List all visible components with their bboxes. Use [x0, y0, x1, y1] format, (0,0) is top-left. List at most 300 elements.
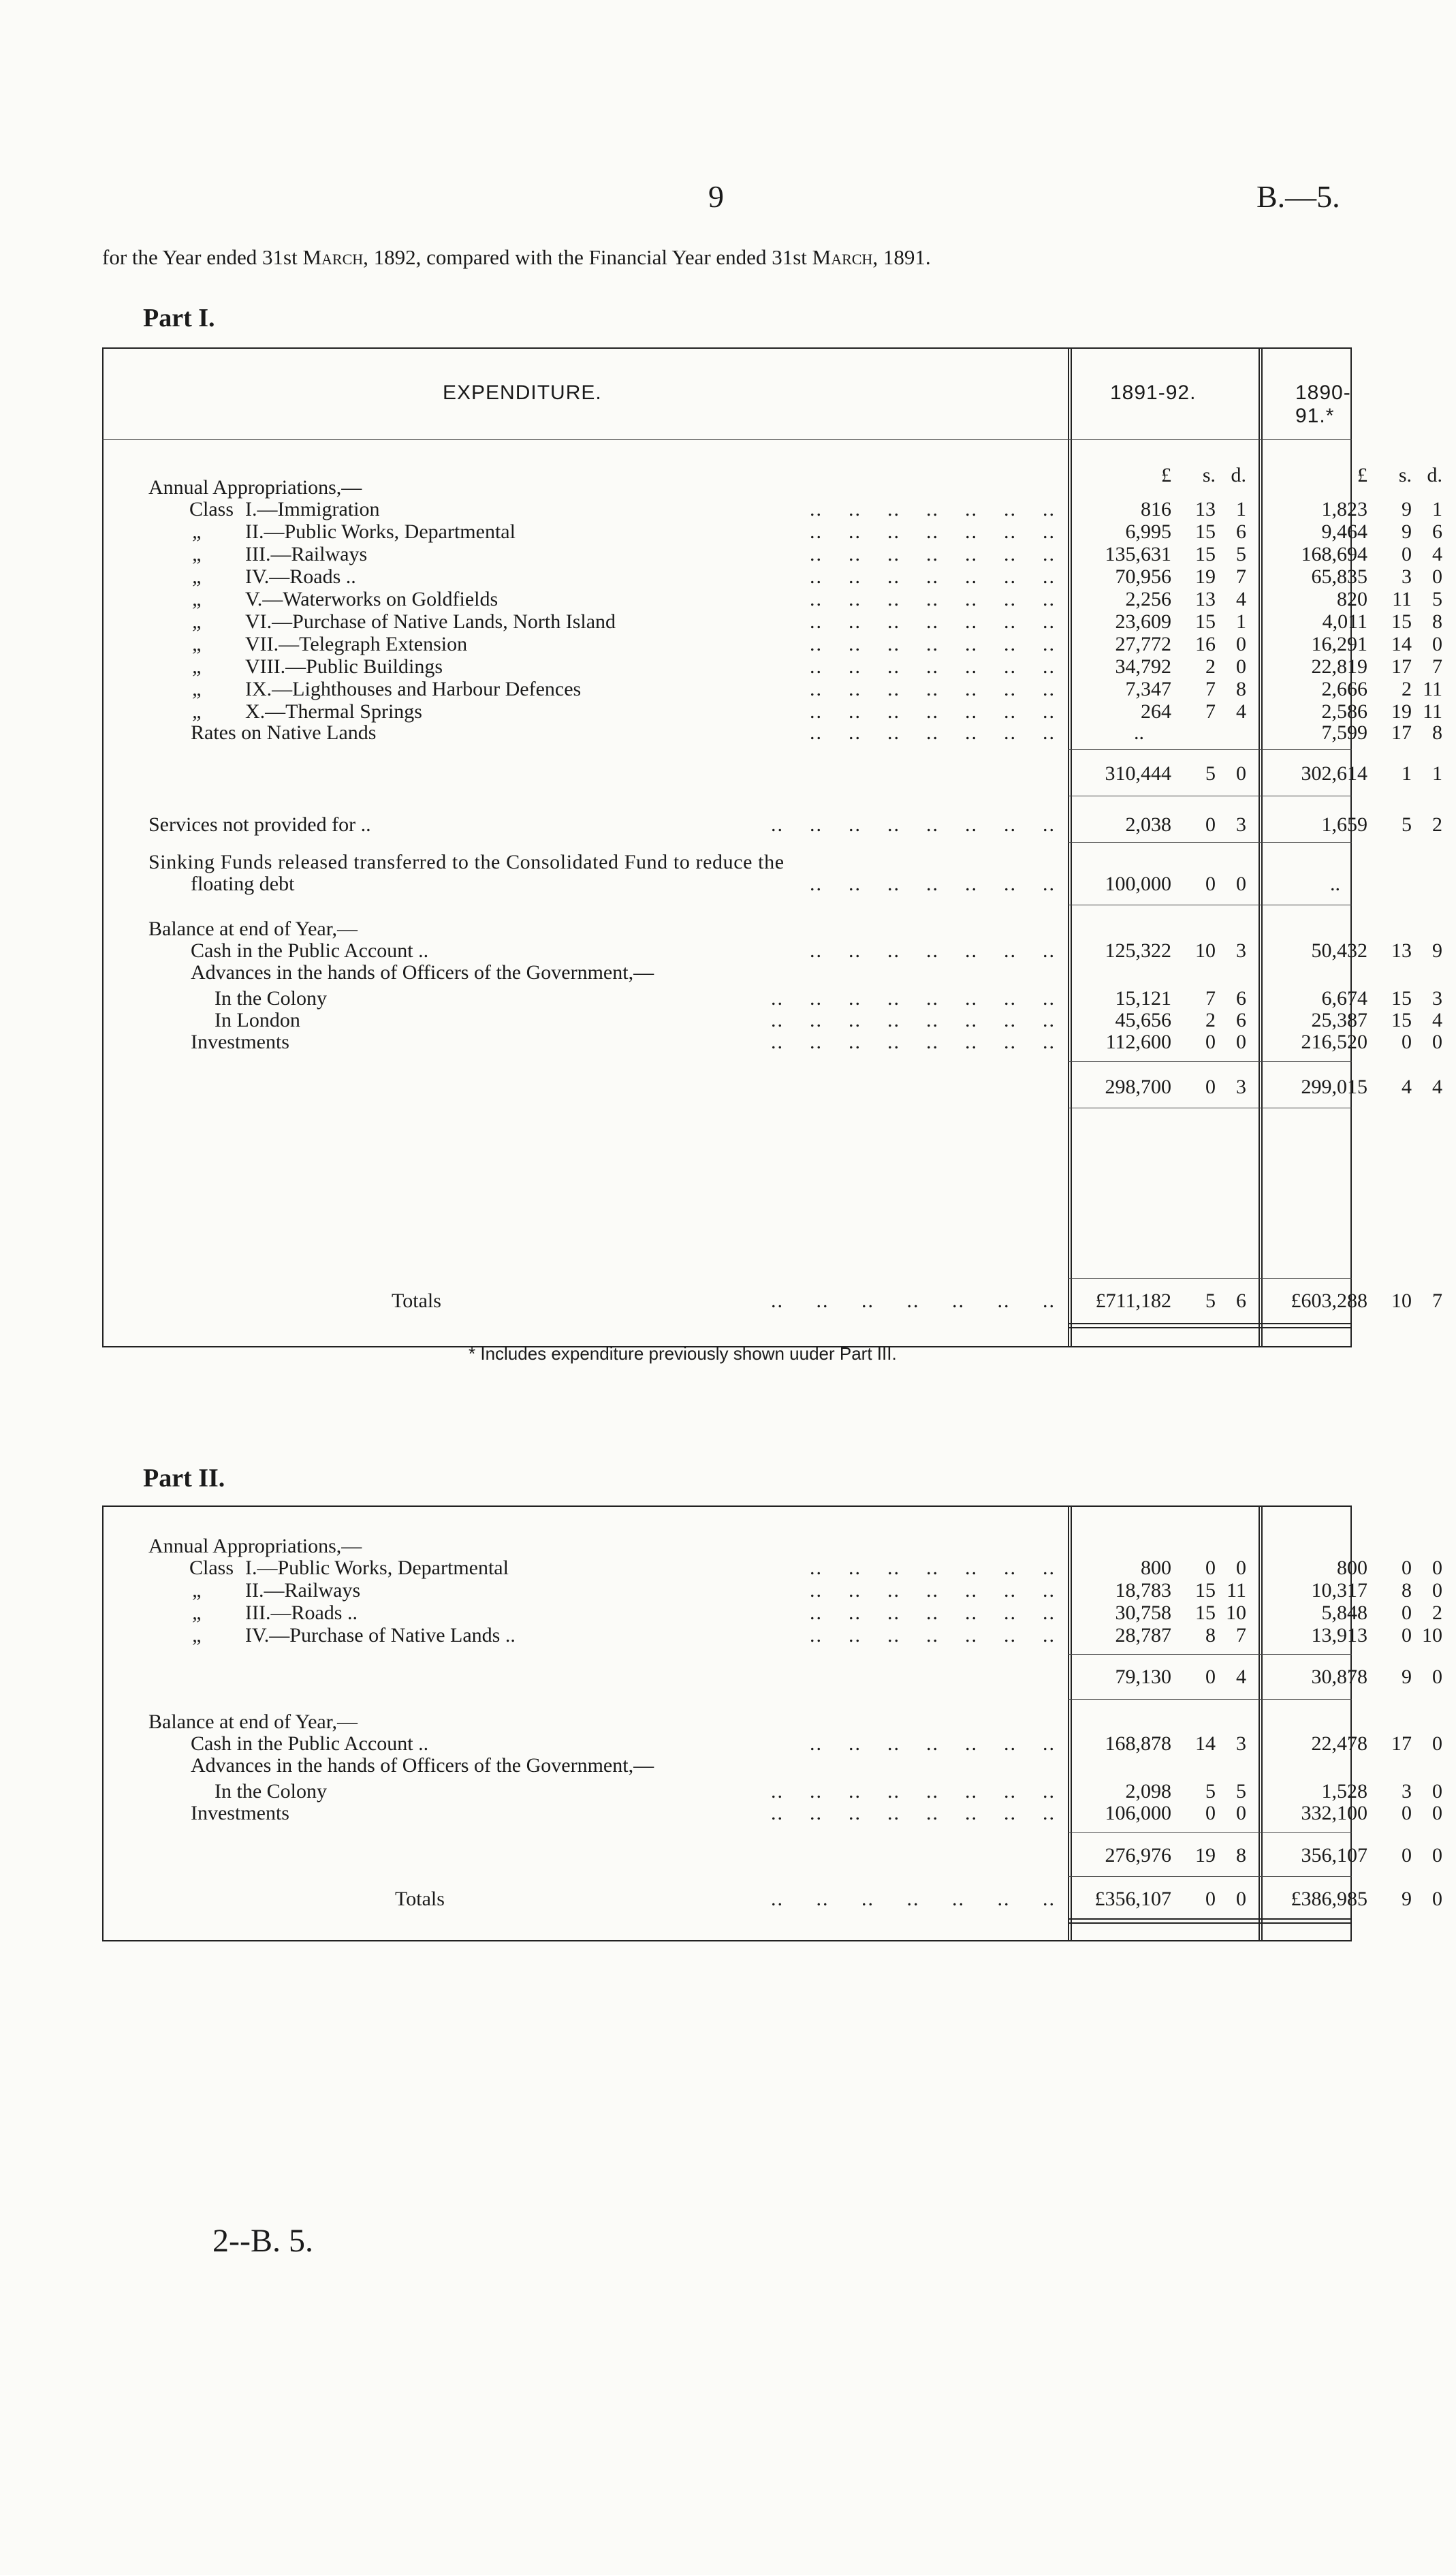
totals-1891-pence: 0 [1236, 1888, 1246, 1910]
balance-total-1890-pence: 4 [1432, 1076, 1442, 1098]
balance-total-1891-shillings: 0 [1205, 1076, 1216, 1098]
leader-dots: .. .. .. .. .. .. .. .. [771, 1031, 1056, 1053]
class-amount-1891-shillings: 2 [1205, 655, 1216, 678]
class-row [102, 655, 1442, 678]
class-row [102, 565, 1442, 588]
sinking-1891-pounds: 100,000 [1105, 873, 1171, 895]
services-1891-pounds: 2,038 [1125, 813, 1171, 836]
leader-dots: .. .. .. .. .. .. .. [810, 678, 1056, 700]
leader-dots: .. .. .. .. .. .. .. [810, 1557, 1056, 1579]
subtotal-1890-pence: 0 [1432, 1666, 1442, 1688]
investments-1890 [1272, 1802, 1442, 1824]
intro-month-2: March [812, 245, 873, 269]
class-row [102, 678, 1442, 700]
class-amount-1891-pence: 4 [1236, 700, 1246, 723]
class-amount-1891 [1079, 634, 1246, 655]
class-amount-1891-pounds: 135,631 [1105, 543, 1171, 565]
services-1891-pence: 3 [1236, 813, 1246, 836]
totals-1890-shillings: 10 [1391, 1290, 1412, 1312]
rates-1890-shillings: 17 [1391, 721, 1412, 744]
class-amount-1891 [1079, 678, 1246, 700]
investments-1890-pence: 0 [1432, 1802, 1442, 1824]
totals-label: Totals [392, 1290, 441, 1312]
class-amount-1891 [1079, 566, 1246, 588]
rule [1068, 1832, 1352, 1833]
class-amount-1890-shillings: 0 [1402, 1557, 1412, 1579]
colony-1891-shillings: 7 [1205, 987, 1216, 1010]
class-label: I.—Immigration [245, 498, 380, 520]
cash-1890-pence: 9 [1432, 939, 1442, 962]
class-amount-1891-shillings: 0 [1205, 1557, 1216, 1579]
class-amount-1891-pence: 1 [1236, 610, 1246, 633]
advances-label: Advances in the hands of Officers of the Government,— [191, 961, 654, 984]
class-prefix: „ [192, 610, 204, 633]
class-label: VI.—Purchase of Native Lands, North Island [245, 610, 616, 633]
cash-1890-shillings: 17 [1391, 1732, 1412, 1755]
class-amount-1890-pence: 5 [1432, 588, 1442, 610]
part-2-label: Part II. [143, 1464, 225, 1493]
subtotal-1891-pounds: 79,130 [1115, 1666, 1171, 1688]
london-1891-pence: 6 [1236, 1009, 1246, 1031]
rates-1890-pence: 8 [1432, 721, 1442, 744]
class-amount-1890 [1272, 589, 1442, 610]
services-1891-shillings: 0 [1205, 813, 1216, 836]
cash-1891-pounds: 125,322 [1105, 939, 1171, 962]
balance-total-1891-shillings: 19 [1195, 1844, 1216, 1867]
class-row [102, 1557, 1442, 1579]
class-amount-1890 [1272, 701, 1442, 723]
annual-appropriations-label: Annual Appropriations,— [148, 1535, 362, 1557]
class-amount-1890 [1272, 634, 1442, 655]
annual-appropriations-label: Annual Appropriations,— [148, 476, 362, 499]
colony-row [102, 1780, 1442, 1802]
class-amount-1891-pence: 7 [1236, 565, 1246, 588]
footnote: * Includes expenditure previously shown uuder Part III. [469, 1343, 897, 1364]
class-row [102, 1624, 1442, 1647]
class-amount-1891-pounds: 28,787 [1115, 1624, 1171, 1647]
rule [1068, 1699, 1352, 1700]
colony-1891-pence: 6 [1236, 987, 1246, 1010]
class-amount-1891-pence: 10 [1226, 1602, 1246, 1624]
sinking-label-2: floating debt [191, 873, 295, 895]
colony-1891-pence: 5 [1236, 1780, 1246, 1802]
investments-row [102, 1031, 1442, 1053]
investments-label: Investments [191, 1031, 289, 1053]
investments-row [102, 1802, 1442, 1824]
class-amount-1890-pence: 4 [1432, 543, 1442, 565]
class-amount-1891-pence: 8 [1236, 678, 1246, 700]
london-row [102, 1009, 1442, 1031]
class-amount-1891-shillings: 15 [1195, 1602, 1216, 1624]
class-amount-1891-pounds: 2,256 [1125, 588, 1171, 610]
class-amount-1890-pence: 0 [1432, 1579, 1442, 1602]
sinking-1891-pence: 0 [1236, 873, 1246, 895]
class-prefix: „ [192, 1579, 204, 1602]
london-1891-shillings: 2 [1205, 1009, 1216, 1031]
rule [1068, 1654, 1352, 1655]
class-row [102, 520, 1442, 543]
london-1891 [1079, 1010, 1246, 1031]
class-label: VIII.—Public Buildings [245, 655, 443, 678]
class-amount-1891 [1079, 1625, 1246, 1647]
class-amount-1890-pounds: 168,694 [1301, 543, 1367, 565]
totals-1891-pounds: £356,107 [1094, 1888, 1171, 1910]
class-prefix: Class [189, 1557, 234, 1579]
class-amount-1890-pounds: 800 [1337, 1557, 1367, 1579]
investments-1890-pence: 0 [1432, 1031, 1442, 1053]
investments-1890-pounds: 332,100 [1301, 1802, 1367, 1824]
rule [102, 1940, 1352, 1941]
class-amount-1890-pence: 0 [1432, 1557, 1442, 1579]
colony-1890 [1272, 988, 1442, 1010]
class-amount-1890-pence: 10 [1422, 1624, 1442, 1647]
class-prefix: „ [192, 1624, 204, 1647]
balance-total-1890-shillings: 4 [1402, 1076, 1412, 1098]
rule [1068, 1918, 1352, 1920]
class-amount-1891 [1079, 1557, 1246, 1579]
colony-label: In the Colony [215, 1780, 327, 1802]
subtotal-1891-shillings: 0 [1205, 1666, 1216, 1688]
leader-dots: .. .. .. .. .. .. .. [810, 1732, 1056, 1755]
class-amount-1890-pounds: 22,819 [1311, 655, 1367, 678]
london-1891-pounds: 45,656 [1115, 1009, 1171, 1031]
cash-1891 [1079, 940, 1246, 962]
leader-dots: .. .. .. .. .. .. .. [810, 1624, 1056, 1647]
class-amount-1891-pounds: 264 [1141, 700, 1171, 723]
class-amount-1891-pounds: 23,609 [1115, 610, 1171, 633]
rates-row [102, 721, 1442, 744]
colony-1891 [1079, 1781, 1246, 1802]
totals-1890 [1272, 1888, 1442, 1910]
intro-end: , 1891. [872, 245, 931, 269]
london-label: In London [215, 1009, 300, 1031]
balance-total-1890 [1272, 1076, 1442, 1098]
colony-1890-pence: 0 [1432, 1780, 1442, 1802]
rule [1068, 1323, 1352, 1324]
class-amount-1891-pounds: 18,783 [1115, 1579, 1171, 1602]
totals-1891-pence: 6 [1236, 1290, 1246, 1312]
class-amount-1890 [1272, 499, 1442, 520]
cash-label: Cash in the Public Account .. [191, 1732, 429, 1755]
leader-dots: .. .. .. .. .. .. .. [810, 1579, 1056, 1602]
class-amount-1891-pounds: 27,772 [1115, 633, 1171, 655]
cash-1891-pounds: 168,878 [1105, 1732, 1171, 1755]
class-amount-1891-shillings: 7 [1205, 700, 1216, 723]
rates-1891 [1079, 722, 1246, 744]
class-amount-1890 [1272, 1602, 1442, 1624]
subtotal-row [102, 1666, 1442, 1688]
subtotal-1891-pence: 4 [1236, 1666, 1246, 1688]
services-1890-shillings: 5 [1402, 813, 1412, 836]
footer-reference: 2--B. 5. [212, 2223, 313, 2259]
class-amount-1890-pounds: 820 [1337, 588, 1367, 610]
class-amount-1890 [1272, 521, 1442, 543]
leader-dots: .. .. .. .. .. .. .. [771, 1888, 1056, 1910]
class-label: VII.—Telegraph Extension [245, 633, 468, 655]
investments-1890-shillings: 0 [1402, 1802, 1412, 1824]
year-1891-92-heading: 1891-92. [1110, 381, 1197, 404]
advances-row [102, 1755, 1352, 1777]
class-amount-1890-pounds: 9,464 [1321, 520, 1367, 543]
totals-1890-pence: 0 [1432, 1888, 1442, 1910]
intro-mid: , 1892, compared with the Financial Year ended 31st [363, 245, 812, 269]
totals-1891-pounds: £711,182 [1095, 1290, 1171, 1312]
class-label: IV.—Roads .. [245, 565, 356, 588]
class-amount-1891-pounds: 7,347 [1125, 678, 1171, 700]
class-amount-1890-pounds: 4,011 [1322, 610, 1367, 633]
class-amount-1890-shillings: 3 [1402, 565, 1412, 588]
part-2-table [102, 1505, 1442, 1941]
class-prefix: „ [192, 633, 204, 655]
balance-total-row [102, 1076, 1442, 1098]
part-1-table [102, 347, 1442, 1347]
class-amount-1891 [1079, 521, 1246, 543]
rates-1890 [1272, 722, 1442, 744]
class-row [102, 610, 1442, 633]
class-amount-1891-shillings: 8 [1205, 1624, 1216, 1647]
class-amount-1891 [1079, 499, 1246, 520]
class-amount-1890-pence: 11 [1423, 700, 1442, 723]
class-row [102, 543, 1442, 565]
unit-pence: d. [1427, 464, 1442, 486]
class-label: X.—Thermal Springs [245, 700, 422, 723]
class-amount-1890-shillings: 11 [1392, 588, 1412, 610]
leader-dots: .. .. .. .. .. .. .. [810, 520, 1056, 543]
class-amount-1891 [1079, 611, 1246, 633]
annual-appropriations-heading [102, 1535, 1352, 1557]
balance-total-1891 [1079, 1076, 1246, 1098]
class-prefix: „ [192, 543, 204, 565]
services-1891 [1079, 814, 1246, 836]
class-amount-1891-pounds: 70,956 [1115, 565, 1171, 588]
investments-label: Investments [191, 1802, 289, 1824]
class-amount-1890-pence: 11 [1423, 678, 1442, 700]
class-amount-1891-pounds: 6,995 [1125, 520, 1171, 543]
class-amount-1891 [1079, 1580, 1246, 1602]
class-prefix: „ [192, 700, 204, 723]
leader-dots: .. .. .. .. .. .. .. [810, 543, 1056, 565]
colony-1890-pence: 3 [1432, 987, 1442, 1010]
colony-1891-shillings: 5 [1205, 1780, 1216, 1802]
rule [1068, 1327, 1352, 1328]
class-amount-1890 [1272, 656, 1442, 678]
totals-1891 [1079, 1290, 1246, 1312]
cash-row [102, 1732, 1442, 1755]
colony-row [102, 987, 1442, 1010]
leader-dots: .. .. .. .. .. .. .. [810, 700, 1056, 723]
rule [1068, 1922, 1352, 1924]
unit-shilling: s. [1202, 464, 1216, 486]
class-amount-1891 [1079, 1602, 1246, 1624]
balance-total-1891 [1079, 1845, 1246, 1867]
services-1890-pounds: 1,659 [1321, 813, 1367, 836]
class-label: V.—Waterworks on Goldfields [245, 588, 498, 610]
balance-heading: Balance at end of Year,— [148, 918, 358, 940]
class-amount-1890 [1272, 566, 1442, 588]
class-amount-1890-shillings: 9 [1402, 520, 1412, 543]
totals-1890-pounds: £603,288 [1291, 1290, 1367, 1312]
part-1-label: Part I. [143, 304, 215, 332]
leader-dots: .. .. .. .. .. .. .. [810, 873, 1056, 895]
class-amount-1891-pounds: 816 [1141, 498, 1171, 520]
leader-dots: .. .. .. .. .. .. .. [810, 1602, 1056, 1624]
balance-total-1891-pounds: 276,976 [1105, 1844, 1171, 1867]
subtotal-1890-pounds: 302,614 [1301, 762, 1367, 785]
class-row [102, 1602, 1442, 1624]
class-amount-1891-shillings: 19 [1195, 565, 1216, 588]
rule [1068, 1278, 1352, 1279]
class-amount-1890-pence: 2 [1432, 1602, 1442, 1624]
class-amount-1891 [1079, 656, 1246, 678]
class-amount-1890 [1272, 544, 1442, 565]
document-reference: B.—5. [1256, 179, 1340, 214]
subtotal-1891 [1079, 763, 1246, 785]
class-label: I.—Public Works, Departmental [245, 1557, 509, 1579]
rule [102, 439, 1352, 440]
cash-1890-pence: 0 [1432, 1732, 1442, 1755]
class-amount-1890-pence: 1 [1432, 498, 1442, 520]
totals-1890 [1272, 1290, 1442, 1312]
rates-1890-pounds: 7,599 [1321, 721, 1367, 744]
rule [1068, 1061, 1352, 1062]
cash-1890-pounds: 22,478 [1311, 1732, 1367, 1755]
subtotal-1890-pence: 1 [1432, 762, 1442, 785]
class-amount-1890 [1272, 1557, 1442, 1579]
class-amount-1891-pence: 0 [1236, 633, 1246, 655]
intro-pre: for the Year ended 31st [102, 245, 303, 269]
unit-pence: d. [1231, 464, 1246, 486]
london-1890 [1272, 1010, 1442, 1031]
class-amount-1891-shillings: 13 [1195, 498, 1216, 520]
subtotal-row [102, 762, 1442, 785]
totals-1890-pounds: £386,985 [1291, 1888, 1367, 1910]
class-amount-1891 [1079, 544, 1246, 565]
unit-shilling: s. [1398, 464, 1412, 486]
class-amount-1890-shillings: 17 [1391, 655, 1412, 678]
investments-1890-pounds: 216,520 [1301, 1031, 1367, 1053]
rule [1068, 1876, 1352, 1877]
leader-dots: .. .. .. .. .. .. .. .. [771, 1780, 1056, 1802]
leader-dots: .. .. .. .. .. .. .. [810, 588, 1056, 610]
colony-1890-shillings: 3 [1402, 1780, 1412, 1802]
balance-heading: Balance at end of Year,— [148, 1711, 358, 1733]
leader-dots: .. .. .. .. .. .. .. [810, 721, 1056, 744]
investments-1891-shillings: 0 [1205, 1031, 1216, 1053]
class-prefix: Class [189, 498, 234, 520]
class-amount-1891-shillings: 7 [1205, 678, 1216, 700]
subtotal-1890-pounds: 30,878 [1311, 1666, 1367, 1688]
balance-total-1890-pounds: 299,015 [1301, 1076, 1367, 1098]
class-amount-1891-shillings: 16 [1195, 633, 1216, 655]
class-amount-1890-shillings: 0 [1402, 1624, 1412, 1647]
sinking-label-1: Sinking Funds released transferred to the Consolidated Fund to reduce the [148, 851, 785, 873]
subtotal-1891-shillings: 5 [1205, 762, 1216, 785]
class-amount-1891-pence: 11 [1226, 1579, 1246, 1602]
class-amount-1891-pence: 5 [1236, 543, 1246, 565]
class-amount-1890-shillings: 8 [1402, 1579, 1412, 1602]
annual-appropriations-heading [102, 477, 1352, 499]
class-amount-1891-shillings: 13 [1195, 588, 1216, 610]
leader-dots: .. .. .. .. .. .. .. [810, 498, 1056, 520]
sinking-1891 [1079, 873, 1246, 895]
class-amount-1890 [1272, 678, 1442, 700]
sinking-1890-pounds: .. [1330, 873, 1340, 895]
sinking-row-1 [102, 852, 1352, 873]
class-amount-1890-shillings: 9 [1402, 498, 1412, 520]
leader-dots: .. .. .. .. .. .. .. [810, 939, 1056, 962]
colony-1890-shillings: 15 [1391, 987, 1412, 1010]
colony-1890-pounds: 6,674 [1321, 987, 1367, 1010]
class-amount-1891 [1079, 589, 1246, 610]
class-amount-1890-pounds: 13,913 [1311, 1624, 1367, 1647]
class-amount-1890-pence: 0 [1432, 565, 1442, 588]
leader-dots: .. .. .. .. .. .. .. .. [771, 1802, 1056, 1824]
class-row [102, 633, 1442, 655]
investments-1891-pence: 0 [1236, 1031, 1246, 1053]
class-amount-1891-pounds: 800 [1141, 1557, 1171, 1579]
leader-dots: .. .. .. .. .. .. .. .. [771, 987, 1056, 1010]
colony-label: In the Colony [215, 987, 327, 1010]
class-prefix: „ [192, 588, 204, 610]
london-1890-pounds: 25,387 [1311, 1009, 1367, 1031]
class-amount-1891-shillings: 15 [1195, 520, 1216, 543]
cash-1890 [1272, 1733, 1442, 1755]
class-amount-1890-pounds: 2,666 [1321, 678, 1367, 700]
leader-dots: .. .. .. .. .. .. .. [810, 633, 1056, 655]
class-amount-1890 [1272, 1580, 1442, 1602]
class-amount-1890-pounds: 16,291 [1311, 633, 1367, 655]
advances-label: Advances in the hands of Officers of the Government,— [191, 1754, 654, 1777]
colony-1891-pounds: 15,121 [1115, 987, 1171, 1010]
cash-1891-shillings: 10 [1195, 939, 1216, 962]
class-amount-1891-pence: 1 [1236, 498, 1246, 520]
cash-1891-shillings: 14 [1195, 1732, 1216, 1755]
class-amount-1890-pounds: 65,835 [1311, 565, 1367, 588]
class-amount-1890-pounds: 1,823 [1321, 498, 1367, 520]
class-amount-1891-pence: 6 [1236, 520, 1246, 543]
class-amount-1890-shillings: 2 [1402, 678, 1412, 700]
services-row [102, 813, 1442, 836]
totals-1890-shillings: 9 [1402, 1888, 1412, 1910]
rates-label: Rates on Native Lands [191, 721, 377, 744]
balance-heading-row [102, 918, 1352, 940]
rule [1068, 842, 1352, 843]
london-1890-shillings: 15 [1391, 1009, 1412, 1031]
totals-1891-shillings: 5 [1205, 1290, 1216, 1312]
sinking-row-2 [102, 873, 1352, 895]
totals-label: Totals [395, 1888, 445, 1910]
sinking-1890 [1272, 873, 1442, 895]
subtotal-1890-shillings: 1 [1402, 762, 1412, 785]
class-amount-1891-pence: 0 [1236, 1557, 1246, 1579]
class-amount-1890-pence: 7 [1432, 655, 1442, 678]
class-amount-1891-pounds: 34,792 [1115, 655, 1171, 678]
year-1890-91-heading: 1890-91.* [1295, 381, 1351, 427]
balance-total-row [102, 1844, 1442, 1867]
investments-1891 [1079, 1802, 1246, 1824]
sinking-1891-shillings: 0 [1205, 873, 1216, 895]
totals-row [102, 1888, 1442, 1910]
class-amount-1891-pounds: 30,758 [1115, 1602, 1171, 1624]
leader-dots: .. .. .. .. .. .. .. [771, 1290, 1056, 1312]
class-amount-1890-shillings: 15 [1391, 610, 1412, 633]
class-prefix: „ [192, 678, 204, 700]
unit-pound: £ [1161, 464, 1171, 486]
class-row [102, 498, 1442, 520]
balance-total-1890-pence: 0 [1432, 1844, 1442, 1867]
class-row [102, 588, 1442, 610]
advances-row [102, 962, 1352, 984]
